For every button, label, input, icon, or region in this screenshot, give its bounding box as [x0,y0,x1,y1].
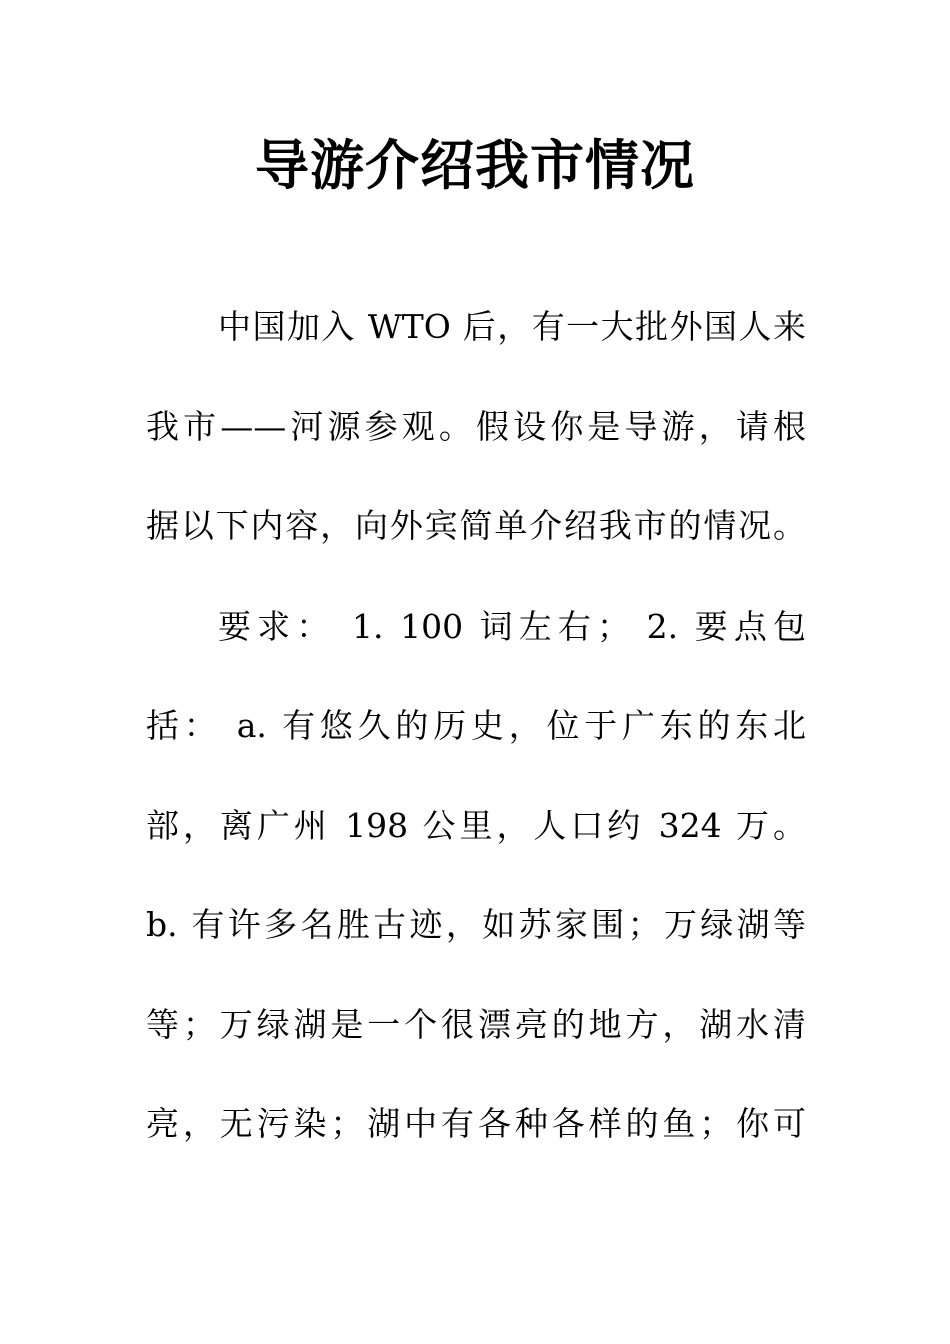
paragraph-line: 等；万绿湖是一个很漂亮的地方，湖水清 [146,1005,806,1044]
paragraph-line: 要求： 1. 100 词左右； 2. 要点包 [218,607,806,646]
paragraph-line: 括： a. 有悠久的历史，位于广东的东北 [146,706,806,745]
paragraph-line: 我市——河源参观。假设你是导游，请根 [146,407,806,446]
document-title: 导游介绍我市情况 [255,134,695,197]
paragraph-line: 部，离广州 198 公里，人口约 324 万。 [146,806,806,845]
paragraph-line: 亮，无污染；湖中有各种各样的鱼；你可 [146,1104,806,1143]
paragraph-line: 中国加入 WTO 后，有一大批外国人来 [218,307,806,346]
paragraph-line: 据以下内容，向外宾简单介绍我市的情况。 [146,506,806,545]
paragraph-line: b. 有许多名胜古迹，如苏家围；万绿湖等 [146,905,806,944]
